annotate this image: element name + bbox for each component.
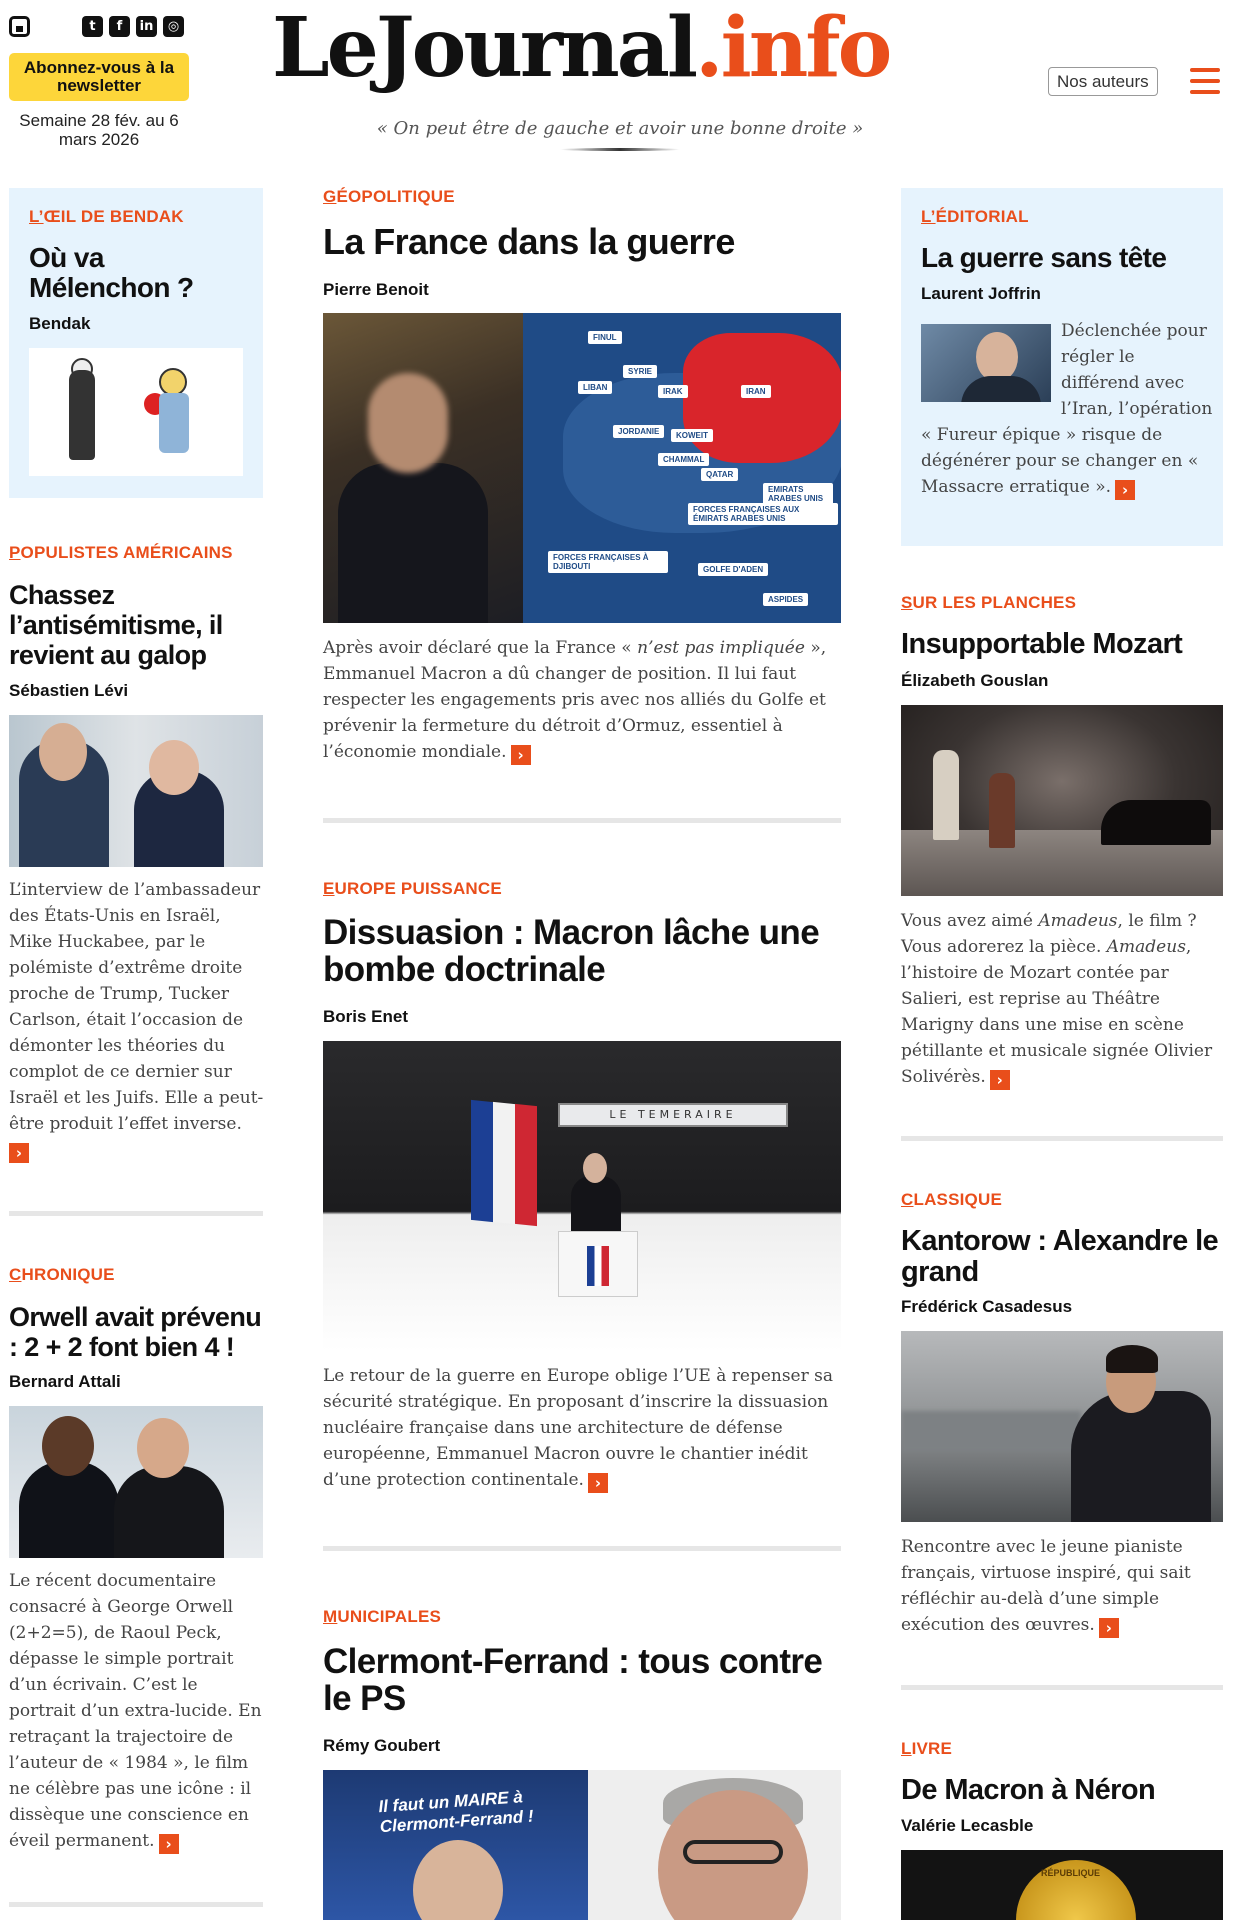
article-title[interactable]: Insupportable Mozart	[901, 628, 1183, 660]
cartoon-image[interactable]	[29, 348, 243, 476]
article-author[interactable]: Bernard Attali	[9, 1372, 121, 1391]
logo-ext: .info	[695, 0, 890, 96]
article-image[interactable]	[901, 1331, 1223, 1522]
article-kicker[interactable]: CHRONIQUE	[9, 1265, 115, 1284]
map-label: FORCES FRANÇAISES AUX ÉMIRATS ARABES UNIS	[688, 503, 838, 525]
social-links	[9, 16, 184, 37]
separator	[9, 1211, 263, 1216]
map-label: QATAR	[701, 468, 738, 481]
arrow-right-icon[interactable]: ›	[588, 1473, 608, 1493]
article-kicker[interactable]: SUR LES PLANCHES	[901, 593, 1077, 612]
article-image[interactable]	[9, 1406, 263, 1558]
article-title[interactable]: Kantorow : Alexandre le grand	[901, 1225, 1219, 1288]
map-label: JORDANIE	[613, 425, 664, 438]
article-title[interactable]: La guerre sans tête	[921, 242, 1167, 273]
article-image[interactable]	[9, 715, 263, 867]
arrow-right-icon[interactable]: ›	[159, 1834, 179, 1854]
banner-text: LE TEMERAIRE	[558, 1103, 788, 1127]
article-image[interactable]	[323, 1770, 841, 1920]
article-excerpt	[323, 635, 845, 765]
excerpt-text: Vous avez aimé	[901, 911, 1039, 931]
separator	[323, 1546, 841, 1551]
coin-text: RÉPUBLIQUE	[1041, 1868, 1101, 1878]
article-author[interactable]: Rémy Goubert	[323, 1736, 441, 1755]
map-label: EMIRATS ARABES UNIS	[763, 483, 833, 505]
excerpt-text: Après avoir déclaré que la France «	[323, 638, 638, 658]
article-kicker[interactable]: L’ÉDITORIAL	[921, 207, 1029, 226]
poster-text: Il faut un MAIRE à Clermont-Ferrand !	[377, 1787, 535, 1837]
map-label: CHAMMAL	[658, 453, 709, 466]
map-label: IRAK	[658, 385, 688, 398]
excerpt-text: Déclenchée pour régler le différend avec l’Iran, l’opération « Fureur épique » risque de dégénérer pour se changer en « Massacre erratique ».	[921, 321, 1213, 497]
article-author[interactable]: Frédérick Casadesus	[901, 1297, 1073, 1316]
article-author[interactable]: Laurent Joffrin	[921, 284, 1041, 303]
excerpt-text: L’interview de l’ambassadeur des États-Unis en Israël, Mike Huckabee, par le polémiste d’extrême droite proche de Trump, Tucker Carlson, était l’occasion de démonter les théories du complot de ce dernier sur Israël et les Juifs. Elle a peut-être produit l’effet inverse.	[9, 880, 264, 1134]
excerpt-italic: Amadeus	[1106, 937, 1186, 957]
arrow-right-icon[interactable]: ›	[9, 1143, 29, 1163]
motto-underline	[560, 148, 680, 151]
article-image[interactable]	[323, 313, 841, 623]
article-excerpt	[901, 908, 1225, 1090]
article-excerpt	[9, 877, 265, 1163]
site-motto: « On peut être de gauche et avoir une bonne droite »	[376, 118, 864, 139]
excerpt-text: », Emmanuel Macron a dû changer de position. Il lui faut respecter les engagements pris avec nos alliés du Golfe et prévenir la fermeture du détroit d’Ormuz, essentiel à l’économie mondiale.	[323, 638, 827, 762]
map-label: LIBAN	[578, 381, 612, 394]
map-label: IRAN	[741, 385, 771, 398]
article-title[interactable]: Dissuasion : Macron lâche une bombe doctrinale	[323, 913, 820, 989]
article-excerpt	[921, 318, 1213, 500]
arrow-right-icon[interactable]: ›	[1115, 480, 1135, 500]
home-icon[interactable]	[9, 16, 30, 37]
article-kicker[interactable]: GÉOPOLITIQUE	[323, 187, 455, 206]
article-author[interactable]: Boris Enet	[323, 1007, 409, 1026]
article-title[interactable]: Chassez l’antisémitisme, il revient au galop	[9, 580, 223, 670]
article-image[interactable]	[901, 705, 1223, 896]
newsletter-button[interactable]: Abonnez-vous à la newsletter	[9, 53, 189, 101]
article-title[interactable]: De Macron à Néron	[901, 1774, 1156, 1806]
article-title[interactable]: Où va Mélenchon ?	[29, 242, 194, 303]
excerpt-text: Le retour de la guerre en Europe oblige l’UE à repenser sa sécurité stratégique. En proposant d’inscrire la dissuasion nucléaire française dans une architecture de défense européenne, Emmanuel Macron ouvre le chantier inédit d’une protection continentale.	[323, 1366, 834, 1490]
facebook-icon[interactable]: f	[109, 16, 130, 37]
arrow-right-icon[interactable]: ›	[511, 745, 531, 765]
map-label: FINUL	[588, 331, 622, 344]
map-label: ASPIDES	[763, 593, 808, 606]
article-title[interactable]: Clermont-Ferrand : tous contre le PS	[323, 1642, 823, 1718]
arrow-right-icon[interactable]: ›	[1099, 1618, 1119, 1638]
article-excerpt	[901, 1534, 1225, 1638]
map-label: FORCES FRANÇAISES À DJIBOUTI	[548, 551, 668, 573]
excerpt-italic: n’est pas impliquée	[637, 638, 805, 658]
article-author[interactable]: Bendak	[29, 314, 91, 333]
map-label: KOWEIT	[671, 429, 713, 442]
spacer	[36, 16, 76, 37]
article-image[interactable]	[323, 1041, 841, 1351]
separator	[9, 1902, 263, 1907]
article-kicker[interactable]: MUNICIPALES	[323, 1607, 442, 1626]
separator	[901, 1685, 1223, 1690]
article-kicker[interactable]: POPULISTES AMÉRICAINS	[9, 543, 233, 562]
excerpt-text: Rencontre avec le jeune pianiste français, virtuose inspiré, qui sait réfléchir au-delà d’une simple exécution des œuvres.	[901, 1537, 1191, 1635]
article-excerpt	[9, 1568, 265, 1854]
hamburger-menu-icon[interactable]	[1190, 68, 1220, 94]
map-label: GOLFE D'ADEN	[698, 563, 768, 576]
authors-button[interactable]: Nos auteurs	[1048, 67, 1158, 96]
excerpt-text: Le récent documentaire consacré à George Orwell (2+2=5), de Raoul Peck, dépasse le simple portrait d’un écrivain. C’est le portrait d’un extra-lucide. En retraçant la trajectoire de l’auteur de « 1984 », le film ne célèbre pas une icône : il dissèque une conscience en éveil permanent.	[9, 1571, 262, 1851]
arrow-right-icon[interactable]: ›	[990, 1070, 1010, 1090]
week-range: Semaine 28 fév. au 6 mars 2026	[19, 111, 179, 149]
logo-main: LeJournal	[272, 0, 696, 96]
instagram-icon[interactable]: ◎	[163, 16, 184, 37]
article-title[interactable]: La France dans la guerre	[323, 221, 735, 262]
article-kicker[interactable]: L’ŒIL DE BENDAK	[29, 207, 184, 226]
article-author[interactable]: Valérie Lecasble	[901, 1816, 1034, 1835]
article-author[interactable]: Sébastien Lévi	[9, 681, 129, 700]
separator	[323, 818, 841, 823]
article-kicker[interactable]: EUROPE PUISSANCE	[323, 879, 502, 898]
article-author[interactable]: Élizabeth Gouslan	[901, 671, 1049, 690]
article-title[interactable]: Orwell avait prévenu : 2 + 2 font bien 4 !	[9, 1302, 262, 1362]
separator	[901, 1136, 1223, 1141]
article-kicker[interactable]: LIVRE	[901, 1739, 953, 1758]
float-spacer	[921, 318, 1061, 406]
excerpt-text: , le film ? Vous adorerez la pièce.	[901, 911, 1197, 957]
excerpt-text: , l’histoire de Mozart contée par Salieri, est reprise au Théâtre Marigny dans une mise en scène pétillante et musicale signée Olivier Solivérès.	[901, 937, 1213, 1087]
site-logo[interactable]	[272, 0, 962, 110]
linkedin-icon[interactable]: in	[136, 16, 157, 37]
article-image[interactable]	[901, 1850, 1223, 1920]
map-label: SYRIE	[623, 365, 657, 378]
article-author[interactable]: Pierre Benoit	[323, 280, 429, 299]
article-kicker[interactable]: CLASSIQUE	[901, 1190, 1002, 1209]
article-excerpt	[323, 1363, 845, 1493]
twitter-icon[interactable]: t	[82, 16, 103, 37]
excerpt-italic: Amadeus	[1038, 911, 1118, 931]
